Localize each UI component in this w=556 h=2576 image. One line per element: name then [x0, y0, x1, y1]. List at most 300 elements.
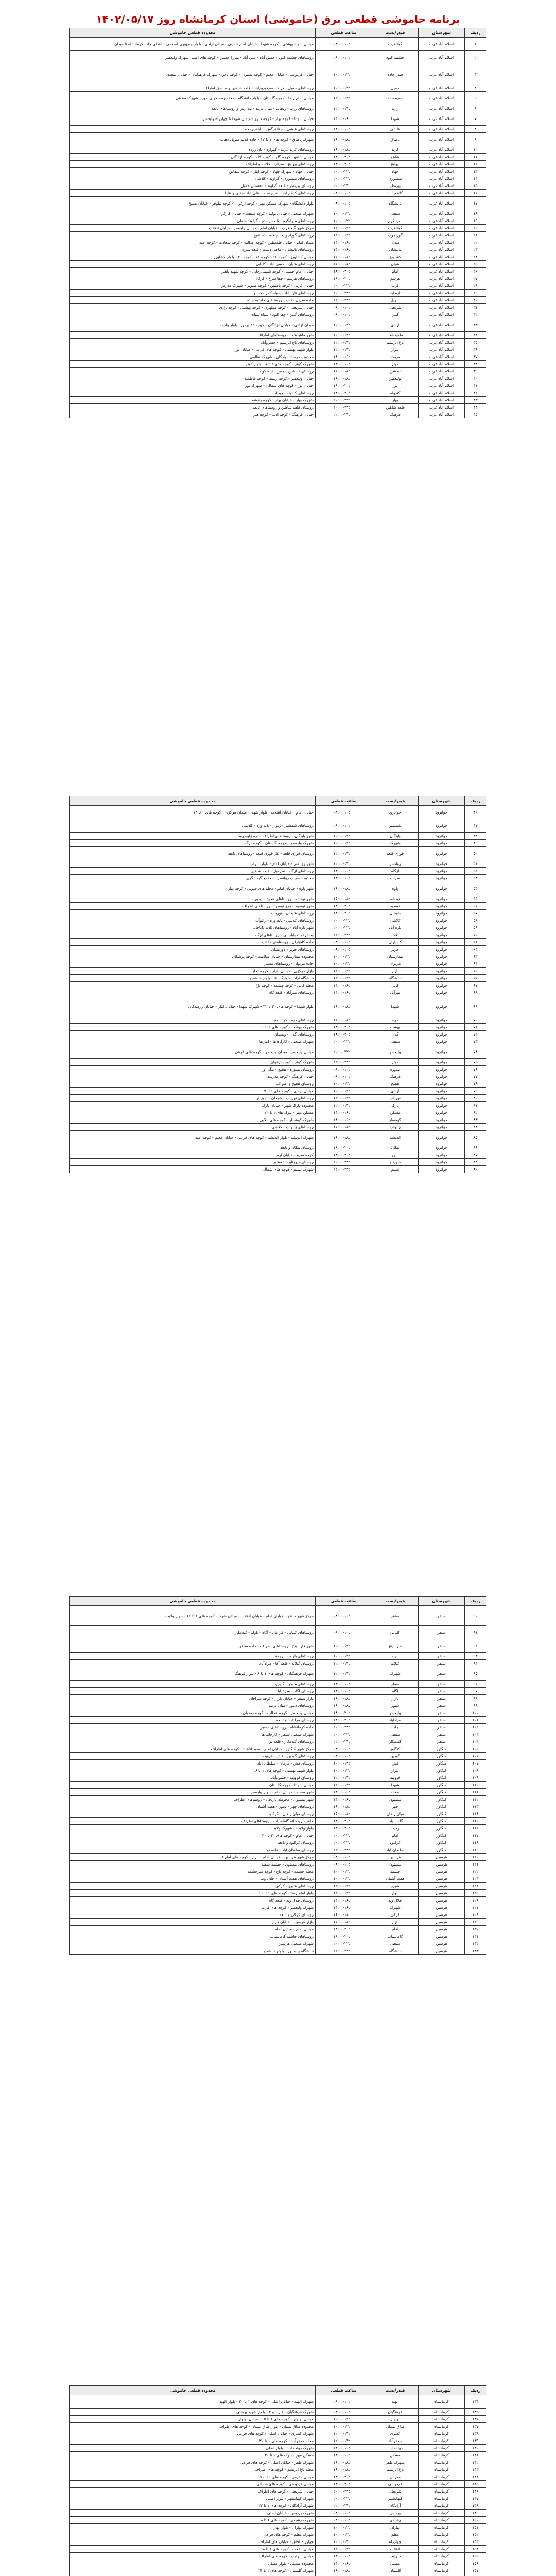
- outage-time-cell: ۱۸:۰۰-۲۰:۰۰: [316, 1024, 372, 1031]
- substation-cell: بلوار: [372, 346, 419, 353]
- outage-time-cell: ۱۰:۰۰-۱۲:۰۰: [316, 2423, 372, 2430]
- outage-time-cell: ۱۲:۰۰-۱۴:۰۰: [316, 1095, 372, 1102]
- table-row: [70, 1166, 486, 1173]
- substation-cell: گیلانغرب: [372, 225, 419, 232]
- row-number-cell: ۱۴۰: [465, 2445, 486, 2452]
- outage-time-cell: ۲۰:۰۰-۲۲:۰۰: [316, 1724, 372, 1731]
- city-cell: کنگاور: [419, 1782, 465, 1789]
- city-cell: اسلام آباد غرب: [419, 126, 465, 133]
- outage-time-cell: ۰۸:۰۰-۱۰:۰۰: [316, 1861, 372, 1868]
- table-row: [70, 2395, 486, 2409]
- outage-time-cell: ۲۰:۰۰-۲۲:۰۰: [316, 175, 372, 182]
- outage-area-cell: شهرک صنعتی - کارگاه ها - انبارها: [70, 1038, 316, 1045]
- table-row: [70, 318, 486, 332]
- substation-cell: جاده: [372, 1724, 419, 1731]
- outage-area-cell: شهرک دولت آباد - بلوار اصلی: [70, 2445, 316, 2452]
- outage-area-cell: مرکز شهر گیلانغرب - خیابان امام - خیابان ولیعصر - خیابان انقلاب: [70, 225, 316, 232]
- substation-cell: بازار: [372, 1695, 419, 1702]
- substation-cell: هلشی: [372, 126, 419, 133]
- city-cell: جوانرود: [419, 819, 465, 833]
- table-row: [70, 92, 486, 105]
- row-number-cell: ۶۷: [465, 982, 486, 989]
- outage-time-cell: ۱۸:۰۰-۲۰:۰۰: [316, 2481, 372, 2488]
- outage-time-cell: ۱۸:۰۰-۲۰:۰۰: [316, 1825, 372, 1832]
- outage-area-cell: روستاهای منصوری - گراوند - کلاشی: [70, 175, 316, 182]
- substation-cell: شهرک: [372, 1904, 419, 1911]
- row-number-cell: ۸۵: [465, 1131, 486, 1144]
- city-cell: اسلام آباد غرب: [419, 64, 465, 84]
- table-row: [70, 1059, 486, 1066]
- outage-time-cell: ۱۲:۰۰-۱۴:۰۰: [316, 1782, 372, 1789]
- city-cell: کرمانشاه: [419, 2538, 465, 2546]
- outage-time-cell: ۰۸:۰۰-۱۰:۰۰: [316, 1854, 372, 1861]
- substation-cell: قزوینه: [372, 1774, 419, 1782]
- row-number-cell: ۹۴: [465, 1660, 486, 1667]
- city-cell: سنقر: [419, 1731, 465, 1738]
- table-row: [70, 953, 486, 960]
- table-row: [70, 1883, 486, 1890]
- substation-cell: سرو: [372, 1151, 419, 1159]
- table-row: [70, 2466, 486, 2473]
- table-row: [70, 182, 486, 190]
- outage-time-cell: ۰۸:۰۰-۱۰:۰۰: [316, 1753, 372, 1760]
- row-number-cell: ۹: [465, 133, 486, 146]
- outage-area-cell: خیابان شاهو - کوچه گلها - کوچه لاله - کوچه آزادگان: [70, 154, 316, 161]
- city-cell: کرمانشاه: [419, 2416, 465, 2423]
- row-number-cell: ۵۳: [465, 875, 486, 882]
- row-number-cell: ۱۵۲: [465, 2531, 486, 2538]
- substation-cell: گاماسیاب: [372, 1933, 419, 1940]
- substation-cell: باوله: [372, 1653, 419, 1660]
- table-row: [70, 833, 486, 840]
- substation-cell: مصلی: [372, 2560, 419, 2567]
- outage-area-cell: میدان آزادی - خیابان آزادگان - کوچه ۲۲ بهمن - بلوار ولایت: [70, 318, 316, 332]
- row-number-cell: ۳۶: [465, 346, 486, 353]
- row-number-cell: ۱۸: [465, 210, 486, 217]
- outage-time-cell: ۱۴:۰۰-۱۶:۰۰: [316, 982, 372, 989]
- header-time: ساعت قطعی: [316, 2386, 372, 2395]
- row-number-cell: ۱۱۹: [465, 1846, 486, 1854]
- outage-time-cell: ۲۰:۰۰-۲۲:۰۰: [316, 282, 372, 290]
- table-row: [70, 1875, 486, 1883]
- row-number-cell: ۱۵۶: [465, 2560, 486, 2567]
- row-number-cell: ۱۵۴: [465, 2546, 486, 2553]
- city-cell: کرمانشاه: [419, 2510, 465, 2517]
- outage-time-cell: ۱۶:۰۰-۱۸:۰۰: [316, 1803, 372, 1810]
- outage-time-cell: [316, 2574, 372, 2576]
- outage-area-cell: جاده سرپل ذهاب - روستاهای حاشیه جاده: [70, 297, 316, 304]
- table-row: [70, 840, 486, 847]
- row-number-cell: ۹۸: [465, 1695, 486, 1702]
- city-cell: کنگاور: [419, 1774, 465, 1782]
- substation-cell: دره: [372, 1016, 419, 1024]
- schedule-page-3: [70, 1596, 486, 1955]
- outage-area-cell: شهر ماهیدشت - روستاهای اطراف: [70, 332, 316, 339]
- substation-cell: آزادی: [372, 318, 419, 332]
- city-cell: سنقر: [419, 1688, 465, 1695]
- table-row: [70, 924, 486, 931]
- table-row: [70, 304, 486, 311]
- outage-time-cell: ۱۶:۰۰-۱۸:۰۰: [316, 133, 372, 146]
- row-number-cell: ۱۳۰: [465, 1926, 486, 1933]
- outage-time-cell: ۲۰:۰۰-۲۲:۰۰: [316, 290, 372, 297]
- substation-cell: دانشگاه: [372, 1947, 419, 1955]
- substation-cell: چهر: [372, 1803, 419, 1810]
- row-number-cell: ۱۲۵: [465, 1890, 486, 1897]
- outage-time-cell: ۲۰:۰۰-۲۲:۰۰: [316, 168, 372, 175]
- substation-cell: دیوزناو: [372, 1159, 419, 1166]
- outage-time-cell: ۱۲:۰۰-۱۴:۰۰: [316, 339, 372, 346]
- outage-area-cell: شهر روانسر - خیابان امام - بلوار سراب: [70, 860, 316, 868]
- city-cell: کرمانشاه: [419, 2409, 465, 2416]
- outage-time-cell: ۱۶:۰۰-۱۸:۰۰: [316, 253, 372, 261]
- city-cell: اسلام آباد غرب: [419, 182, 465, 190]
- substation-cell: سراب: [372, 875, 419, 882]
- outage-time-cell: ۱۲:۰۰-۱۴:۰۰: [316, 92, 372, 105]
- substation-cell: فرهنگ: [372, 1073, 419, 1080]
- row-number-cell: ۵۶: [465, 903, 486, 910]
- outage-area-cell: کوچه سرو - خیابان ارم: [70, 1151, 316, 1159]
- outage-area-cell: شهرک رشیدی - کوچه های ۱ تا ۸: [70, 2517, 316, 2524]
- row-number-cell: ۳۲: [465, 311, 486, 318]
- row-number-cell: ۱۰۰: [465, 1709, 486, 1717]
- substation-cell: جوانرود: [372, 806, 419, 819]
- row-number-cell: ۷۲: [465, 1031, 486, 1038]
- outage-time-cell: ۱۲:۰۰-۱۴:۰۰: [316, 1667, 372, 1681]
- city-cell: هرسین: [419, 1890, 465, 1897]
- city-cell: کرمانشاه: [419, 2517, 465, 2524]
- outage-area-cell: شهرک بهار - خیابان بهار - کوچه بنفشه: [70, 397, 316, 404]
- header-row-number: ردیف: [465, 796, 486, 806]
- table-row: [70, 1116, 486, 1124]
- outage-time-cell: ۱۲:۰۰-۱۴:۰۰: [316, 968, 372, 975]
- table-row: [70, 1890, 486, 1897]
- outage-time-cell: ۱۶:۰۰-۱۸:۰۰: [316, 1702, 372, 1709]
- table-row: [70, 975, 486, 982]
- outage-time-cell: ۱۰:۰۰-۱۲:۰۰: [316, 1088, 372, 1095]
- row-number-cell: ۹۲: [465, 1639, 486, 1653]
- row-number-cell: ۱۲: [465, 161, 486, 168]
- table-row: [70, 1947, 486, 1955]
- city-cell: جوانرود: [419, 975, 465, 982]
- city-cell: اسلام آباد غرب: [419, 304, 465, 311]
- table-row: [70, 190, 486, 197]
- outage-area-cell: خیابان امام - میدان امام: [70, 1926, 316, 1933]
- city-cell: اسلام آباد غرب: [419, 397, 465, 404]
- row-number-cell: ۸: [465, 126, 486, 133]
- outage-time-cell: ۱۲:۰۰-۱۴:۰۰: [316, 346, 372, 353]
- header-city: شهرستان: [419, 28, 465, 38]
- city-cell: اسلام آباد غرب: [419, 368, 465, 375]
- outage-area-cell: خیابان ولیعصر - کوچه عدالت - کوچه رضوان: [70, 1709, 316, 1717]
- table-row: [70, 375, 486, 382]
- outage-area-cell: روستای سلطان آباد - قلعه نو: [70, 1846, 316, 1854]
- outage-area-cell: محله جعفرآباد - کوچه های ۱ تا ۳۰: [70, 2437, 316, 2445]
- row-number-cell: ۴: [465, 84, 486, 92]
- row-number-cell: ۴۵: [465, 411, 486, 418]
- substation-cell: بلوار: [372, 1890, 419, 1897]
- row-number-cell: ۶۶: [465, 975, 486, 982]
- outage-area-cell: خیابان کشاورز - کوچه ۱۶ - کوچه ۱۸ - کوچه ۲۰ - بلوار کشاورز: [70, 253, 316, 261]
- outage-area-cell: خیابان فرهنگ - کوچه مدرسه: [70, 1073, 316, 1080]
- substation-cell: دانشگاه: [372, 975, 419, 982]
- outage-time-cell: ۱۸:۰۰-۲۰:۰۰: [316, 268, 372, 275]
- substation-cell: صنعتی: [372, 210, 419, 217]
- row-number-cell: ۲: [465, 51, 486, 64]
- outage-time-cell: ۱۴:۰۰-۱۶:۰۰: [316, 112, 372, 126]
- outage-area-cell: روستاهای شیان - حسن آباد - کلیایی: [70, 261, 316, 268]
- row-number-cell: ۴۱: [465, 382, 486, 389]
- outage-time-cell: ۱۸:۰۰-۲۰:۰۰: [316, 1933, 372, 1940]
- outage-time-cell: ۲۰:۰۰-۲۲:۰۰: [316, 1731, 372, 1738]
- city-cell: جوانرود: [419, 1116, 465, 1124]
- city-cell: هرسین: [419, 1897, 465, 1904]
- row-number-cell: ۱۵۱: [465, 2524, 486, 2531]
- row-number-cell: ۶۳: [465, 953, 486, 960]
- outage-area-cell: روستای فش - کرمان - سلطان آباد: [70, 1760, 316, 1767]
- city-cell: جوانرود: [419, 1102, 465, 1109]
- table-row: [70, 1926, 486, 1933]
- outage-time-cell: ۱۸:۰۰-۲۰:۰۰: [316, 275, 372, 282]
- row-number-cell: ۲۲: [465, 239, 486, 246]
- row-number-cell: ۵۱: [465, 860, 486, 868]
- outage-area-cell: روستاهای سطر - گاورود: [70, 1681, 316, 1688]
- outage-time-cell: ۱۰:۰۰-۱۲:۰۰: [316, 1767, 372, 1774]
- header-city: شهرستان: [419, 1597, 465, 1606]
- substation-cell: شریعتی: [372, 304, 419, 311]
- outage-area-cell: شهرک کوثر - کوچه ارغوان: [70, 1059, 316, 1066]
- outage-area-cell: دانشگاه آزاد - خوابگاه ها - بلوار دانشجو: [70, 975, 316, 982]
- outage-time-cell: ۲۰:۰۰-۲۲:۰۰: [316, 1159, 372, 1166]
- row-number-cell: ۱۲۳: [465, 1875, 486, 1883]
- table-row: [70, 1839, 486, 1846]
- substation-cell: بهار: [372, 397, 419, 404]
- city-cell: هرسین: [419, 1933, 465, 1940]
- header-substation: فیدر/پست: [372, 28, 419, 38]
- outage-area-cell: دانشگاه پیام نور - بلوار دانشجو: [70, 1947, 316, 1955]
- table-row: [70, 1702, 486, 1709]
- substation-cell: ولیعصر: [372, 1045, 419, 1059]
- outage-area-cell: روستای میان راهان - کرکبود: [70, 1810, 316, 1818]
- city-cell: جوانرود: [419, 847, 465, 860]
- outage-area-cell: روستای آگاه - سرخ آباد: [70, 1688, 316, 1695]
- row-number-cell: ۸۹: [465, 1166, 486, 1173]
- table-row: [70, 339, 486, 346]
- city-cell: جوانرود: [419, 1166, 465, 1173]
- outage-area-cell: شهر پاوه - خیابان امام - محله های جنوبی - کوچه بهار: [70, 882, 316, 895]
- city-cell: اسلام آباد غرب: [419, 38, 465, 51]
- row-number-cell: ۴۲: [465, 389, 486, 397]
- substation-cell: کوهسار: [372, 1116, 419, 1124]
- substation-cell: شریعتی: [372, 2488, 419, 2495]
- substation-cell: کوثر: [372, 1059, 419, 1066]
- row-number-cell: ۱۰: [465, 146, 486, 154]
- outage-area-cell: بازار سنقر - خیابان بازار - کوچه صرافان: [70, 1695, 316, 1702]
- substation-cell: غرب: [372, 282, 419, 290]
- table-row: [70, 1911, 486, 1919]
- table-row: [70, 2416, 486, 2423]
- outage-time-cell: ۱۸:۰۰-۲۰:۰۰: [316, 389, 372, 397]
- outage-area-cell: شهر تازه آباد - روستاهای ثلاث باباجانی: [70, 924, 316, 931]
- outage-area-cell: بلوار شهید بهشتی - کوچه های فرعی - خیابان نور: [70, 346, 316, 353]
- table-row: [70, 1753, 486, 1760]
- city-cell: اسلام آباد غرب: [419, 154, 465, 161]
- city-cell: هرسین: [419, 1911, 465, 1919]
- outage-area-cell: بخش ثلاث باباجانی - روستاهای ازگله: [70, 931, 316, 939]
- table-row: [70, 2546, 486, 2553]
- substation-cell: نوریاب: [372, 1095, 419, 1102]
- table-row: [70, 1151, 486, 1159]
- city-cell: اسلام آباد غرب: [419, 232, 465, 239]
- outage-area-cell: روستاهای شمشیر - ژیوار - بانه وره - کلاشی: [70, 819, 316, 833]
- outage-time-cell: ۱۰:۰۰-۱۲:۰۰: [316, 2524, 372, 2531]
- row-number-cell: ۱۱۳: [465, 1803, 486, 1810]
- table-row: [70, 1745, 486, 1753]
- city-cell: سنقر: [419, 1702, 465, 1709]
- outage-area-cell: شهرک فرهنگیان - کوچه های ۱ تا ۸ - بلوار فرهنگ: [70, 1667, 316, 1681]
- table-row: [70, 2524, 486, 2531]
- substation-cell: گلان: [372, 1031, 419, 1038]
- outage-time-cell: ۰۸:۰۰-۱۰:۰۰: [316, 1626, 372, 1639]
- outage-time-cell: ۰۸:۰۰-۱۰:۰۰: [316, 2510, 372, 2517]
- outage-time-cell: ۱۰:۰۰-۱۲:۰۰: [316, 953, 372, 960]
- outage-time-cell: ۱۶:۰۰-۱۸:۰۰: [316, 146, 372, 154]
- substation-cell: چهارراه: [372, 2538, 419, 2546]
- city-cell: اسلام آباد غرب: [419, 146, 465, 154]
- table-row: [70, 1803, 486, 1810]
- outage-area-cell: بلوار شهدا - کوچه های ۲۰ تا ۳۲ - شهرک شهدا - خیابان ایثار - خیابان رزمندگان: [70, 996, 316, 1016]
- city-cell: اسلام آباد غرب: [419, 161, 465, 168]
- outage-area-cell: خیابان امام - خیابان انقلاب - بلوار شهدا - میدان مرکزی - کوچه های ۱ تا ۱۴: [70, 806, 316, 819]
- row-number-cell: ۶۱: [465, 939, 486, 946]
- city-cell: اسلام آباد غرب: [419, 353, 465, 361]
- outage-time-cell: ۱۴:۰۰-۱۶:۰۰: [316, 875, 372, 882]
- city-cell: اسلام آباد غرب: [419, 175, 465, 182]
- row-number-cell: ۲۱: [465, 232, 486, 239]
- substation-cell: چشمه: [372, 1868, 419, 1875]
- table-row: [70, 1016, 486, 1024]
- substation-cell: زرنه: [372, 105, 419, 112]
- city-cell: جوانرود: [419, 806, 465, 819]
- outage-time-cell: ۱۰:۰۰-۱۲:۰۰: [316, 1868, 372, 1875]
- city-cell: جوانرود: [419, 946, 465, 953]
- row-number-cell: ۱۱۴: [465, 1810, 486, 1818]
- row-number-cell: ۱۵۰: [465, 2517, 486, 2524]
- city-cell: اسلام آباد غرب: [419, 210, 465, 217]
- city-cell: جوانرود: [419, 875, 465, 882]
- city-cell: کرمانشاه: [419, 2395, 465, 2409]
- outage-area-cell: روستاهای کلیایی - فرامان - آگاه - باوله - گندمکار: [70, 1626, 316, 1639]
- city-cell: سنقر: [419, 1724, 465, 1731]
- outage-area-cell: روستای جلال وند - قلعه گاه: [70, 1897, 316, 1904]
- substation-cell: سرتیپ: [372, 2553, 419, 2560]
- outage-area-cell: روستاهای باغ ابریشم - خسروآباد: [70, 339, 316, 346]
- row-number-cell: ۱۰۸: [465, 1767, 486, 1774]
- outage-area-cell: شهرک نسیم - کوچه های شمالی: [70, 1166, 316, 1173]
- outage-area-cell: [70, 2574, 316, 2576]
- outage-area-cell: روستاهای حمیل - کرند - سرفیروزآباد - قلعه شاهین و مناطق اطراف: [70, 84, 316, 92]
- city-cell: کرمانشاه: [419, 2473, 465, 2481]
- substation-cell: کامیاران: [372, 939, 419, 946]
- substation-cell: فرهنگیان: [372, 2409, 419, 2416]
- table-row: [70, 1066, 486, 1073]
- substation-cell: هفت آشیان: [372, 1875, 419, 1883]
- substation-cell: صنعتی: [372, 1038, 419, 1045]
- outage-time-cell: ۱۴:۰۰-۱۶:۰۰: [316, 989, 372, 996]
- table-row: [70, 2452, 486, 2459]
- city-cell: کرمانشاه: [419, 2459, 465, 2466]
- substation-cell: شیرز: [372, 1883, 419, 1890]
- substation-cell: منصوری: [372, 175, 419, 182]
- row-number-cell: ۳۳: [465, 318, 486, 332]
- outage-area-cell: شهرک بهاران - بلوار بهاران: [70, 2524, 316, 2531]
- substation-cell: [372, 2574, 419, 2576]
- table-row: [70, 290, 486, 297]
- table-row: [70, 297, 486, 304]
- table-row: [70, 38, 486, 51]
- outage-time-cell: ۲۲:۰۰-۲۴:۰۰: [316, 1166, 372, 1173]
- outage-time-cell: ۱۲:۰۰-۱۴:۰۰: [316, 105, 372, 112]
- outage-time-cell: ۰۸:۰۰-۱۰:۰۰: [316, 304, 372, 311]
- row-number-cell: ۴۰: [465, 375, 486, 382]
- outage-area-cell: روستاهای گوراجوب - چالابه - ده شیخ: [70, 232, 316, 239]
- outage-time-cell: ۲۰:۰۰-۲۲:۰۰: [316, 924, 372, 931]
- city-cell: جوانرود: [419, 895, 465, 903]
- city-cell: اسلام آباد غرب: [419, 375, 465, 382]
- substation-cell: روانسر: [372, 860, 419, 868]
- substation-cell: پارک: [372, 1102, 419, 1109]
- outage-time-cell: ۱۴:۰۰-۱۶:۰۰: [316, 1688, 372, 1695]
- city-cell: هرسین: [419, 1875, 465, 1883]
- table-row: [70, 2423, 486, 2430]
- row-number-cell: ۱۵۵: [465, 2553, 486, 2560]
- outage-time-cell: ۰۸:۰۰-۱۰:۰۰: [316, 38, 372, 51]
- row-number-cell: ۹۰: [465, 1606, 486, 1626]
- row-number-cell: ۱۳۸: [465, 2430, 486, 2437]
- city-cell: جوانرود: [419, 1124, 465, 1131]
- city-cell: اسلام آباد غرب: [419, 112, 465, 126]
- outage-area-cell: روستاهای زالوآب - کلاشی: [70, 1124, 316, 1131]
- row-number-cell: ۱۱۵: [465, 1818, 486, 1825]
- substation-cell: مریوان: [372, 960, 419, 968]
- city-cell: کرمانشاه: [419, 2567, 465, 2574]
- substation-cell: مرصاد: [372, 353, 419, 361]
- table-row: [70, 1095, 486, 1102]
- row-number-cell: ۱۴۲: [465, 2459, 486, 2466]
- substation-cell: نوسود: [372, 903, 419, 910]
- city-cell: اسلام آباد غرب: [419, 253, 465, 261]
- table-row: [70, 2437, 486, 2445]
- row-number-cell: ۹۵: [465, 1667, 486, 1681]
- city-cell: جوانرود: [419, 910, 465, 917]
- row-number-cell: ۷۰: [465, 1016, 486, 1024]
- outage-area-cell: حاشیه رودخانه گاماسیاب - روستاهای اطراف: [70, 1818, 316, 1825]
- table-row: [70, 1919, 486, 1926]
- header-city: شهرستان: [419, 796, 465, 806]
- city-cell: کرمانشاه: [419, 2495, 465, 2502]
- outage-area-cell: خیابان غربی - کوچه یاسمن - کوچه صنوبر - شهرک مدرس: [70, 282, 316, 290]
- outage-area-cell: خیابان آزادی - کوچه های ۱ تا ۹: [70, 1088, 316, 1095]
- substation-cell: کوثر: [372, 361, 419, 368]
- city-cell: جوانرود: [419, 840, 465, 847]
- header-area: محدوده قطعی خاموشی: [70, 1597, 316, 1606]
- outage-time-cell: ۰۸:۰۰-۱۰:۰۰: [316, 51, 372, 64]
- outage-time-cell: ۲۰:۰۰-۲۲:۰۰: [316, 1832, 372, 1839]
- outage-time-cell: ۱۲:۰۰-۱۴:۰۰: [316, 1774, 372, 1782]
- row-number-cell: ۸۳: [465, 1116, 486, 1124]
- outage-time-cell: ۱۴:۰۰-۱۶:۰۰: [316, 1681, 372, 1688]
- substation-cell: گیلانغرب: [372, 38, 419, 51]
